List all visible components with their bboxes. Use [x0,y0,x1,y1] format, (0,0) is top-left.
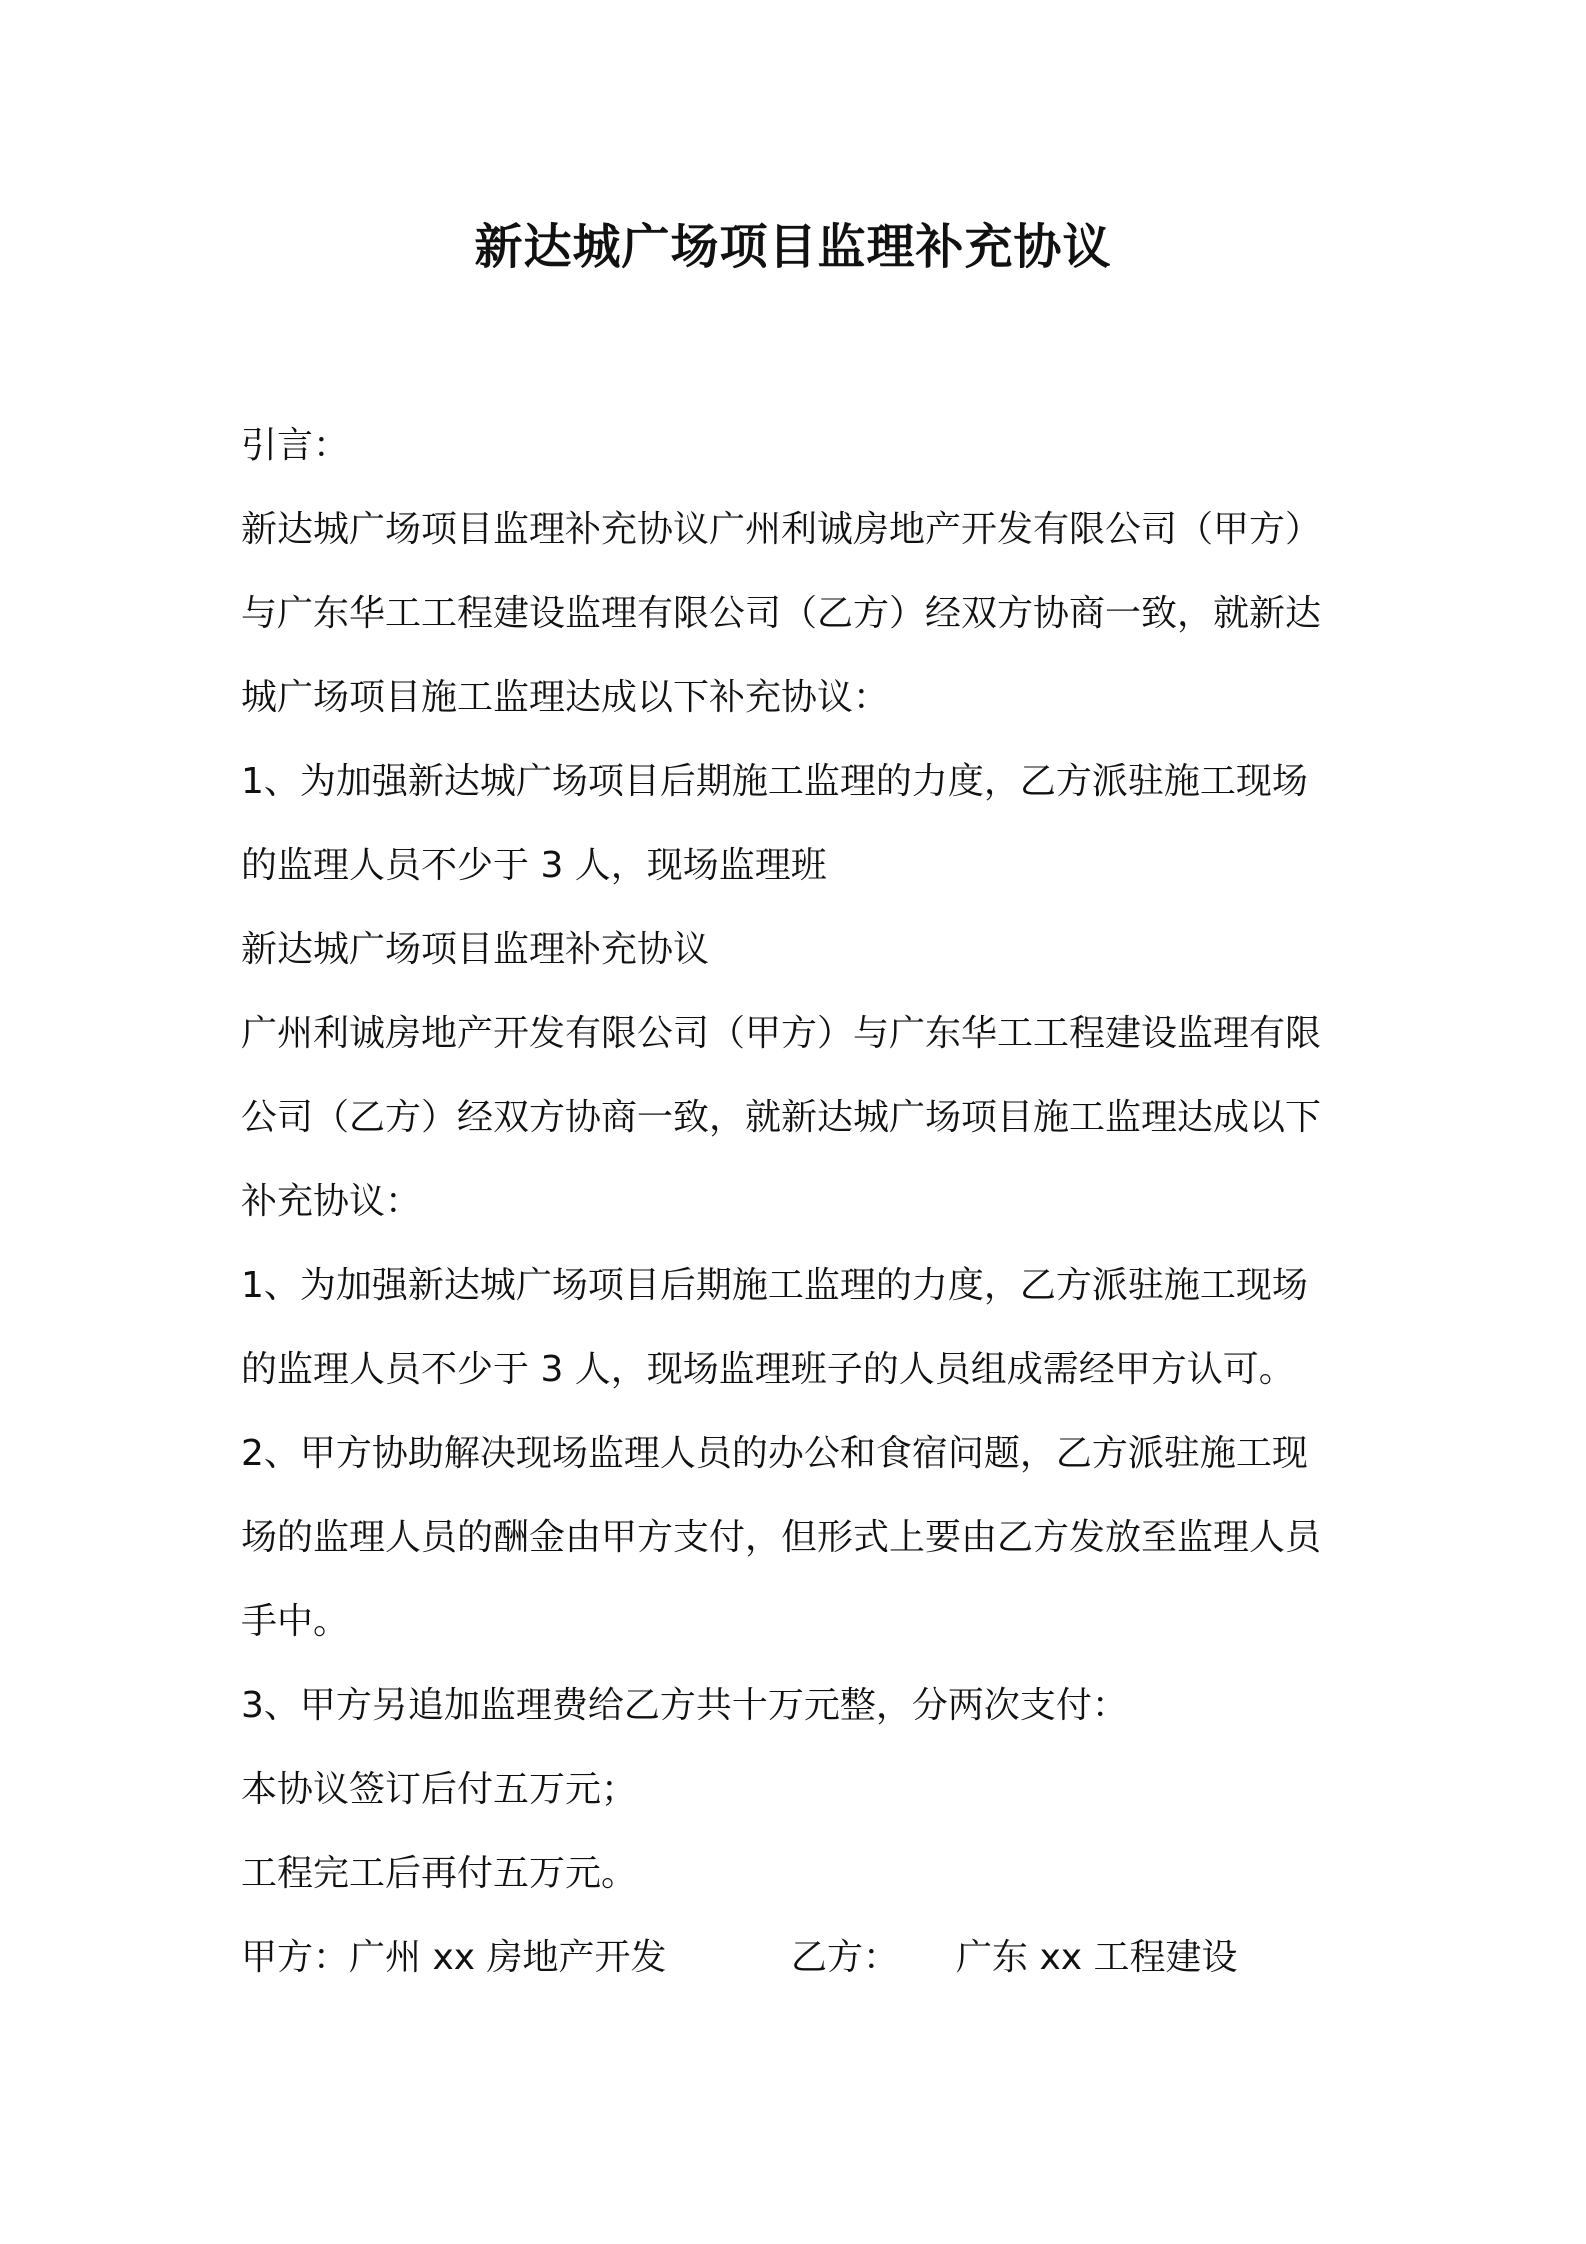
paragraph-line: 城广场项目施工监理达成以下补充协议： [241,677,890,718]
signature-row [241,1916,1361,2000]
paragraph-line: 补充协议： [241,1181,422,1222]
paragraph-line: 本协议签订后付五万元； [241,1769,638,1810]
paragraph-line: 2、甲方协助解决现场监理人员的办公和食宿问题，乙方派驻施工现 [241,1433,1308,1474]
paragraph-line: 手中。 [241,1601,350,1642]
party-b-name: 广东 xx 工程建设 [956,1937,1238,1978]
paragraph-line: 工程完工后再付五万元。 [241,1853,638,1894]
paragraph-line: 新达城广场项目监理补充协议广州利诚房地产开发有限公司（甲方） [241,509,1322,550]
paragraph-line: 新达城广场项目监理补充协议 [241,929,710,970]
paragraph-line: 与广东华工工程建设监理有限公司（乙方）经双方协商一致，就新达 [241,593,1322,634]
paragraph-line: 的监理人员不少于 3 人，现场监理班 [241,845,827,886]
party-b-label: 乙方： [791,1937,900,1978]
paragraph-line: 的监理人员不少于 3 人，现场监理班子的人员组成需经甲方认可。 [241,1349,1295,1390]
document-body [241,404,1361,2000]
party-a-signature: 甲方：广州 xx 房地产开发 [241,1937,667,1978]
paragraph-line: 广州利诚房地产开发有限公司（甲方）与广东华工工程建设监理有限 [241,1013,1322,1054]
paragraph-line: 场的监理人员的酬金由甲方支付，但形式上要由乙方发放至监理人员 [241,1517,1322,1558]
paragraph-line: 公司（乙方）经双方协商一致，就新达城广场项目施工监理达成以下 [241,1097,1322,1138]
document-title: 新达城广场项目监理补充协议 [474,219,1112,275]
paragraph-line: 3、甲方另追加监理费给乙方共十万元整，分两次支付： [241,1685,1128,1726]
paragraph-line: 引言： [241,425,350,466]
paragraph-line: 1、为加强新达城广场项目后期施工监理的力度，乙方派驻施工现场 [241,1265,1308,1306]
paragraph-line: 1、为加强新达城广场项目后期施工监理的力度，乙方派驻施工现场 [241,761,1308,802]
